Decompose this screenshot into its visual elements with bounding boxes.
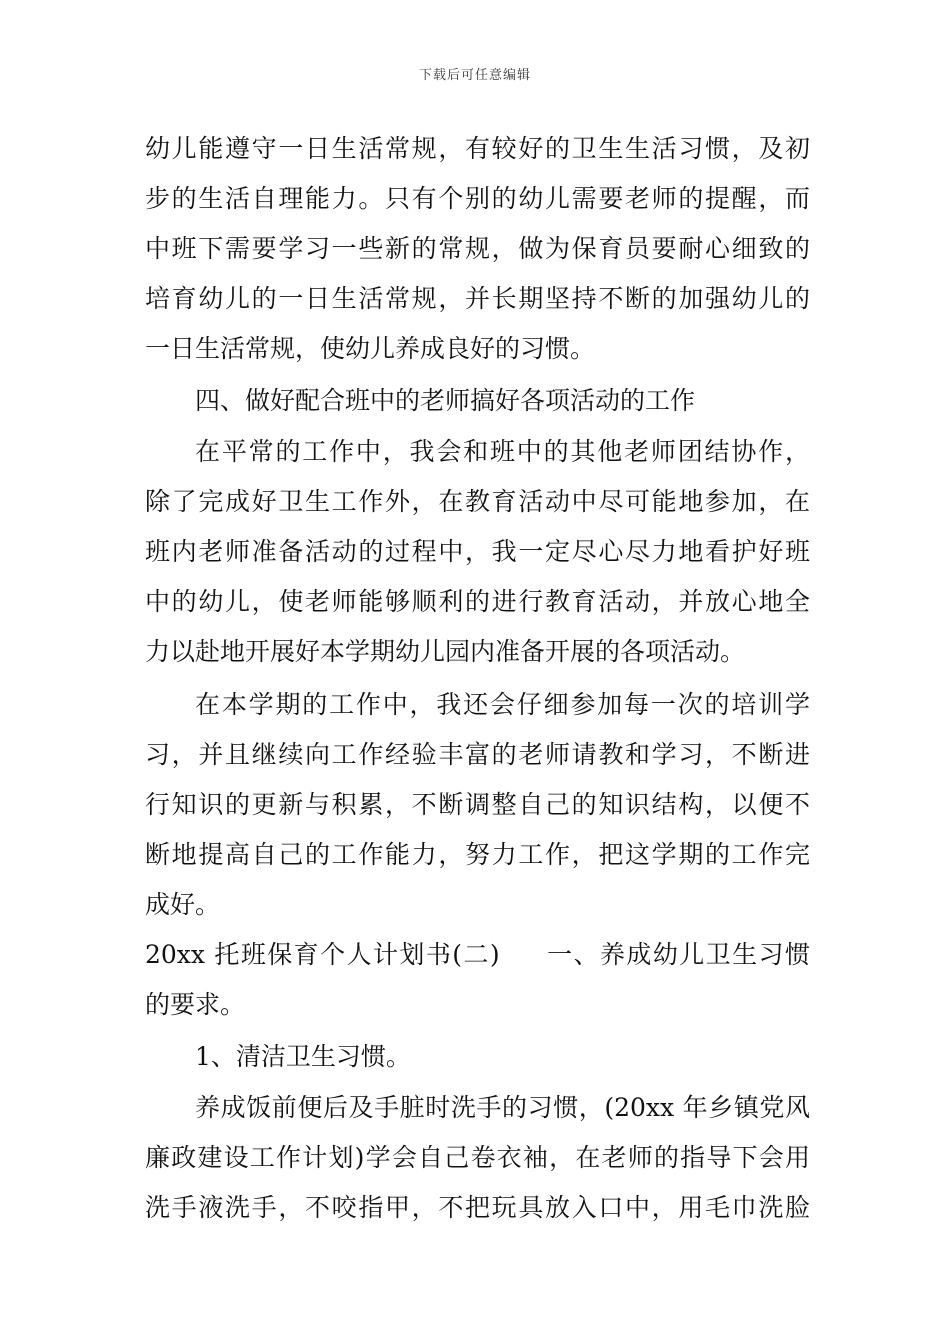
title-line [145,930,810,980]
item-heading-hygiene: 1、清洁卫生习惯。 [195,1042,411,1071]
section-heading-one: 一、养成幼儿卫生习惯 [545,940,810,969]
text-line: 在本学期的工作中，我还会仔细参加每一次的培训学 [195,690,810,719]
text-line: 幼儿能遵守一日生活常规，有较好的卫生生活习惯，及初 [145,134,810,163]
text-line: 力以赴地开展好本学期幼儿园内准备开展的各项活动。 [145,637,746,666]
text-line: 成好。 [145,890,221,919]
text-line: 一日生活常规，使幼儿养成良好的习惯。 [145,334,596,363]
text-line: 廉政建设工作计划)学会自己卷衣袖，在老师的指导下会用 [145,1143,810,1172]
text-line: 除了完成好卫生工作外，在教育活动中尽可能地参加，在 [145,487,810,516]
paragraph-training [145,680,810,930]
paragraph-daily-routine [145,124,810,374]
text-line: 断地提高自己的工作能力，努力工作，把这学期的工作完 [145,840,810,869]
text-line: 养成饭前便后及手脏时洗手的习惯，(20xx 年乡镇党风 [195,1093,810,1122]
plan-title: 20xx 托班保育个人计划书(二) [145,940,500,969]
text-line: 培育幼儿的一日生活常规，并长期坚持不断的加强幼儿的 [145,284,810,313]
page-header: 下载后可任意编辑 [418,68,531,83]
section-heading-four: 四、做好配合班中的老师搞好各项活动的工作 [195,386,696,415]
text-line: 习，并且继续向工作经验丰富的老师请教和学习，不断进 [145,740,810,769]
text-line: 中的幼儿，使老师能够顺利的进行教育活动，并放心地全 [145,587,810,616]
text-line: 班内老师准备活动的过程中，我一定尽心尽力地看护好班 [145,537,810,566]
document-body [145,124,810,1233]
document-title-two [145,930,810,1030]
paragraph-handwashing [145,1083,810,1233]
text-line: 在平常的工作中，我会和班中的其他老师团结协作， [195,437,810,466]
text-line: 的要求。 [145,990,246,1019]
text-line: 中班下需要学习一些新的常规，做为保育员要耐心细致的 [145,234,810,263]
text-line: 行知识的更新与积累，不断调整自己的知识结构，以便不 [145,790,810,819]
text-line: 步的生活自理能力。只有个别的幼儿需要老师的提醒，而 [145,184,810,213]
paragraph-teamwork [145,427,810,677]
text-line: 洗手液洗手，不咬指甲，不把玩具放入口中，用毛巾洗脸 [145,1193,810,1222]
